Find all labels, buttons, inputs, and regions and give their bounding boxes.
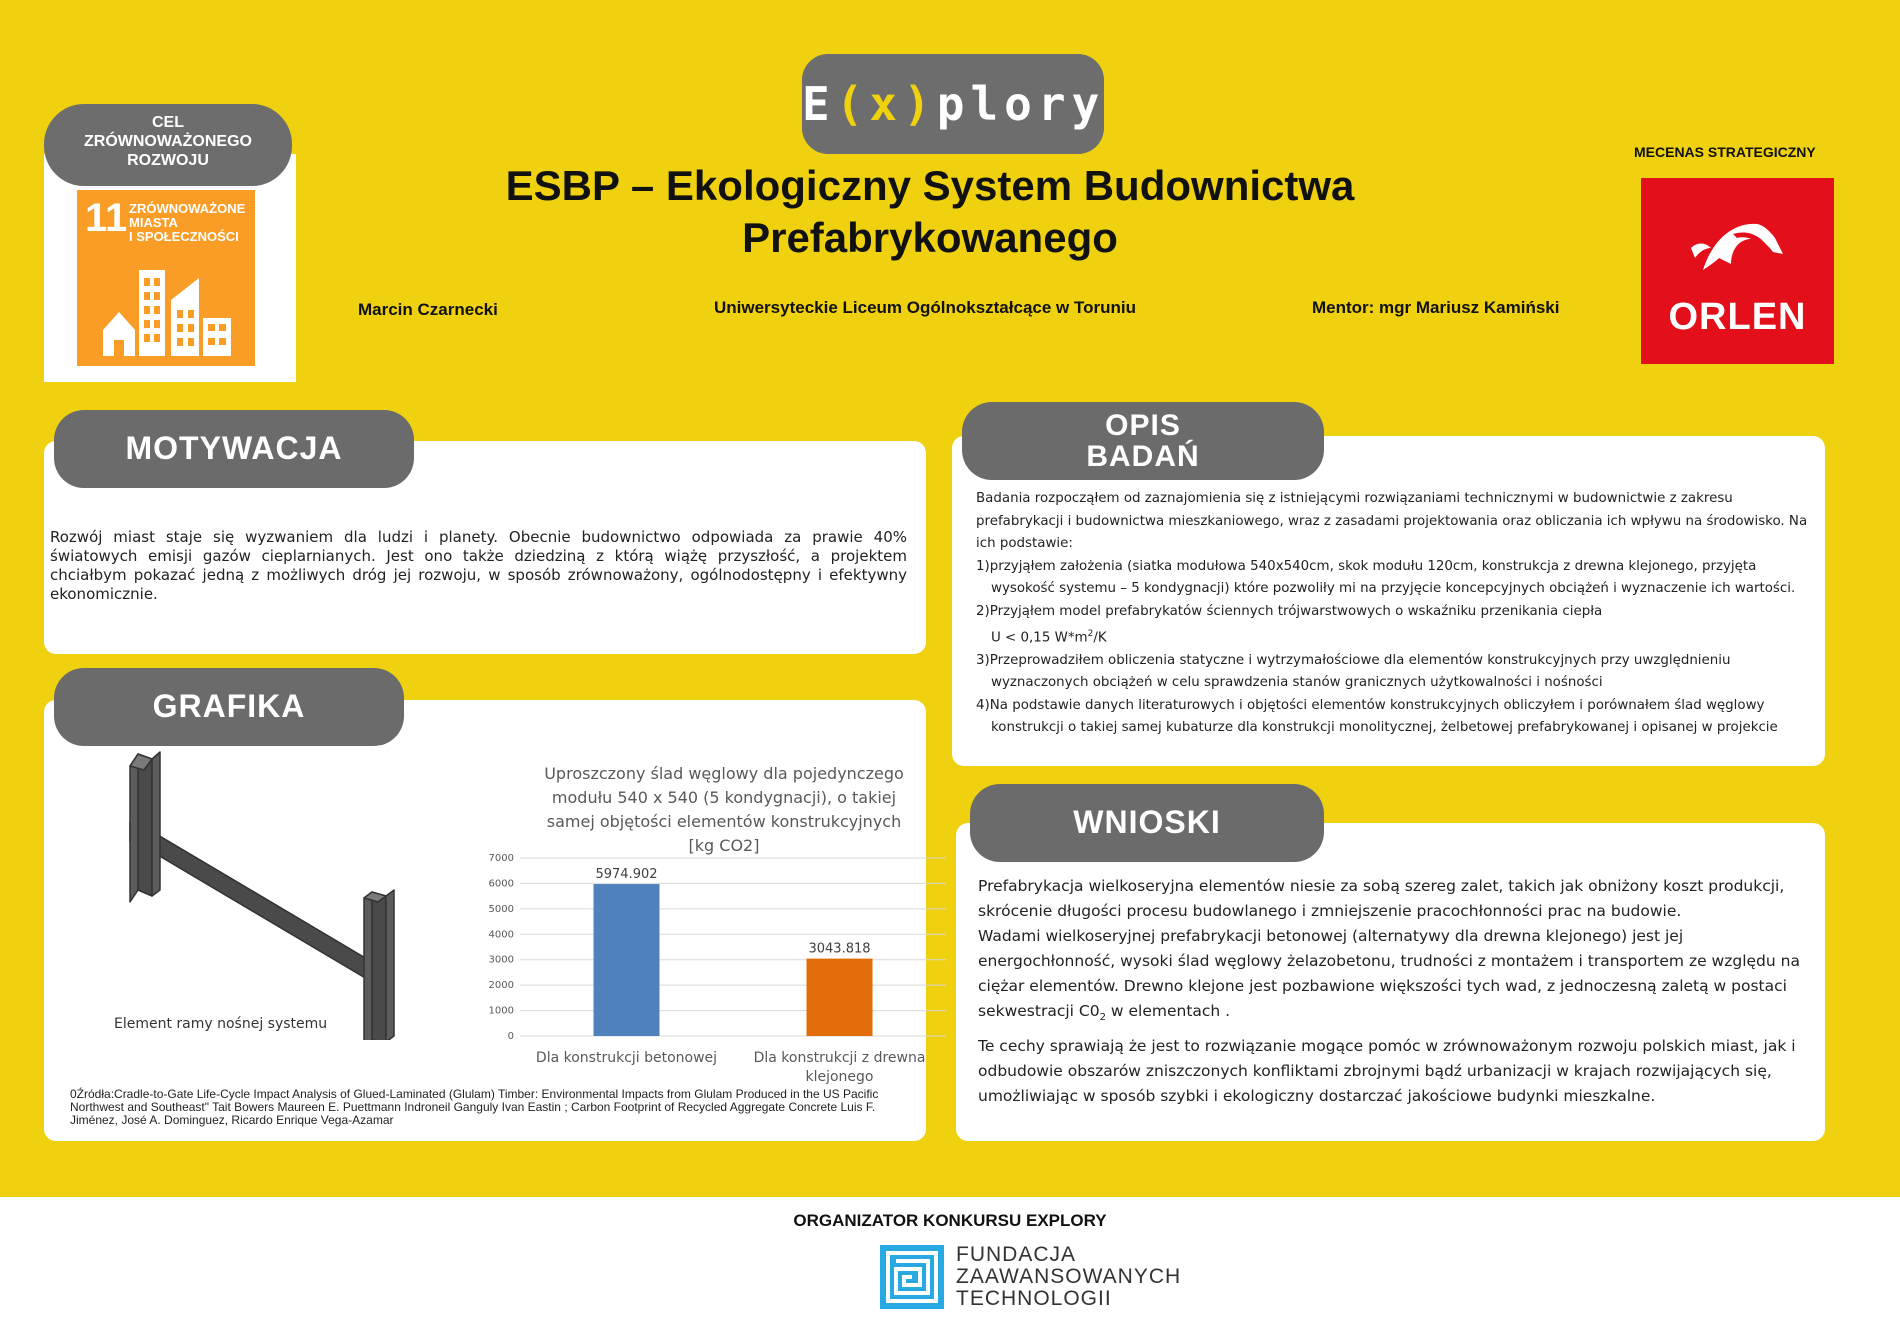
sdg-text-line-3: I SPOŁECZNOŚCI: [129, 229, 239, 244]
opis-item-3: 3)Przeprowadziłem obliczenia statyczne i wytrzymałościowe dla elementów konstrukcyjnych przy uwzględnieniu wyznaczonych obciążeń w celu sprawdzenia stanów granicznych użytkowalności i nośności: [976, 652, 1731, 691]
sources-text: 0Źródła:Cradle-to-Gate Life-Cycle Impact Analysis of Glued-Laminated (Glulam) Timber: Environmental Impacts from Glulam Produced in the US Pacific Northwest and Southeast" Tait Bowers Maureen E. Puettmann Indroneil Ganguly Ivan Eastin ; Carbon Footprint of Recycled Aggregate Concrete Luis F. Jiménez, José A. Dominguez, Ricardo Enrique Vega-Azamar: [70, 1087, 879, 1127]
eagle-icon: [1683, 208, 1793, 288]
wnioski-p2-tail: w elementach .: [1105, 1002, 1231, 1020]
title-line-1: ESBP – Ekologiczny System Budownictwa: [505, 162, 1355, 209]
x-category-label: klejonego: [805, 1069, 874, 1085]
sdg-number: 11: [85, 196, 128, 240]
opis-item-2-sup: 2: [1087, 629, 1094, 639]
motywacja-text: Rozwój miast staje się wyzwaniem dla ludzi i planety. Obecnie budownictwo odpowiada za prawie 40% światowych emisji gazów cieplarnianych. Jest ono także dziedziną z którą wiążę przyszłość, a projektem chciałbym pokazać jedną z możliwych dróg jej rozwoju, w sposób zrównoważony, ogólnodostępny i efektywny ekonomicznie.: [50, 528, 907, 603]
bar: [807, 959, 873, 1036]
y-tick-label: 4000: [488, 929, 514, 941]
sdg-text-line-1: ZRÓWNOWAŻONE: [129, 201, 246, 216]
orlen-brand: ORLEN: [1668, 296, 1807, 338]
opis-item-4: 4)Na podstawie danych literaturowych i objętości elementów konstrukcyjnych obliczyłem i porównałem ślad węglowy konstrukcji o takiej samej kubaturze dla konstrukcji monolitycznej, żelbetowej prefabrykowanej i opisanej w projekcie: [976, 697, 1778, 736]
y-tick-label: 0: [507, 1031, 514, 1042]
wnioski-text: [978, 874, 1806, 1109]
y-tick-label: 7000: [488, 853, 514, 864]
bar: [594, 884, 660, 1036]
sponsor-label: MECENAS STRATEGICZNY: [1634, 144, 1816, 160]
sdg-text: [129, 202, 245, 244]
opis-text: [976, 488, 1816, 740]
opis-item-2-line-2: U < 0,15 W*m: [991, 630, 1088, 646]
y-tick-label: 5000: [488, 903, 514, 915]
y-tick-label: 6000: [488, 878, 514, 890]
opis-intro: Badania rozpocząłem od zaznajomienia się z istniejącymi rozwiązaniami technicznymi w budownictwie z zakresu prefabrykacji i budownictwa mieszkaniowego, wraz z zasadami projektowania oraz obliczania ich wpływu na środowisko. Na ich podstawie:: [976, 491, 1808, 551]
footer: [0, 1197, 1900, 1337]
opis-heading-line-1: OPIS: [1105, 408, 1181, 442]
logo-x: (x): [835, 77, 937, 131]
mentor: Mentor: mgr Mariusz Kamiński: [1312, 298, 1560, 317]
carbon-footprint-chart: [470, 850, 950, 1100]
y-tick-label: 3000: [488, 954, 514, 966]
page-title: [430, 160, 1430, 264]
organizer-label: ORGANIZATOR KONKURSU EXPLORY: [793, 1211, 1107, 1230]
frame-element-drawing: [110, 750, 410, 1040]
city-buildings-icon: [99, 260, 234, 356]
opis-item-2: [976, 601, 1816, 650]
sdg-11-tile: [77, 190, 255, 366]
wnioski-p2: [978, 924, 1806, 1030]
opis-heading: [962, 402, 1324, 480]
author: Marcin Czarnecki: [358, 300, 498, 319]
logo-rest: plory: [936, 77, 1106, 131]
y-tick-label: 2000: [488, 980, 514, 992]
explory-logo: [802, 54, 1104, 154]
x-category-label: Dla konstrukcji z drewna: [753, 1050, 926, 1066]
y-tick-label: 1000: [488, 1005, 514, 1017]
wnioski-p1: Prefabrykacja wielkoseryjna elementów niesie za sobą szereg zalet, takich jak obniżony koszt produkcji, skrócenie długości procesu budowlanego i zmniejszenie pracochłonności prac na budowie.: [978, 877, 1785, 920]
wnioski-p2-main: Wadami wielkoseryjnej prefabrykacji betonowej (alternatywy dla drewna klejonego) jest jej energochłonność, wysoki ślad węglowy żelazobetonu, trudności z montażem i transportem ze względu na ciężar elementów. Drewno klejone jest pozbawione większości tych wad, z jednoczesną zaletą w postaci sekwestracji C0: [978, 927, 1800, 1020]
opis-heading-line-2: BADAŃ: [1086, 440, 1200, 473]
frame-caption: Element ramy nośnej systemu: [114, 1016, 328, 1032]
wnioski-heading: WNIOSKI: [970, 784, 1324, 862]
opis-item-2-tail: /K: [1093, 630, 1107, 646]
orlen-logo: [1641, 178, 1834, 364]
fundacja-line-3: TECHNOLOGII: [956, 1287, 1112, 1310]
fundacja-line-2: ZAAWANSOWANYCH: [956, 1265, 1182, 1288]
fundacja-line-1: FUNDACJA: [956, 1243, 1077, 1266]
motywacja-heading: MOTYWACJA: [54, 410, 414, 488]
x-category-label: Dla konstrukcji betonowej: [535, 1050, 718, 1066]
wnioski-p2-sub: 2: [1099, 1012, 1106, 1024]
title-line-2: Prefabrykowanego: [742, 214, 1118, 261]
sdg-text-line-2: MIASTA: [129, 215, 178, 230]
wnioski-p3: Te cechy sprawiają że jest to rozwiązanie mogące pomóc w zrównoważonym rozwoju polskich miast, jak i odbudowie obszarów zniszczonych konfliktami zbrojnymi bądź urbanizacji w krajach rozwijających się, umożliwiając w sposób szybki i ekologiczny dostarczać jakościowe budynki mieszkalne.: [978, 1037, 1796, 1106]
bar-value-label: 5974.902: [595, 867, 658, 883]
school: Uniwersyteckie Liceum Ogólnokształcące w Toruniu: [714, 298, 1136, 317]
sdg-badge-line-2: ZRÓWNOWAŻONEGO: [84, 133, 252, 150]
sdg-badge-line-1: CEL: [152, 114, 184, 131]
fundacja-name: [956, 1244, 1181, 1310]
opis-item-2-line-1: 2)Przyjąłem model prefabrykatów ściennych trójwarstwowych o wskaźniku przenikania ciepła: [976, 603, 1603, 619]
sdg-badge-line-3: ROZWOJU: [127, 152, 209, 169]
chart-title: Uproszczony ślad węglowy dla pojedynczego modułu 540 x 540 (5 kondygnacji), o takiej samej objętości elementów konstrukcyjnych [kg CO2]: [544, 764, 904, 855]
sdg-badge: [44, 104, 292, 186]
fundacja-maze-icon: [880, 1245, 944, 1309]
bar-value-label: 3043.818: [808, 941, 871, 957]
opis-item-1: 1)przyjąłem założenia (siatka modułowa 540x540cm, skok modułu 120cm, konstrukcja z drewna klejonego, przyjęta wysokość systemu – 5 kondygnacji) które pozwoliły mi na przyjęcie koncepcyjnych obciążeń i wyznaczenie ich wartości.: [976, 558, 1796, 596]
logo-e: E: [802, 77, 836, 131]
grafika-heading: GRAFIKA: [54, 668, 404, 746]
